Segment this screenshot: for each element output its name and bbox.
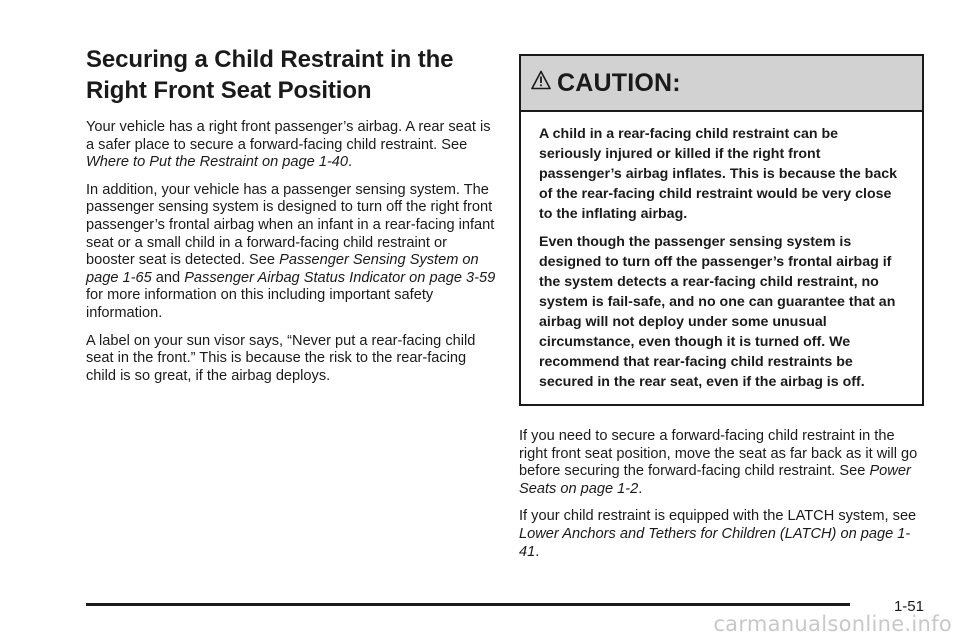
- caution-body: [521, 112, 922, 404]
- paragraph-text: If your child restraint is equipped with the LATCH system, see: [519, 508, 917, 525]
- cross-reference-link[interactable]: Power Seats on page 1-2: [519, 463, 911, 497]
- caution-paragraph: Even though the passenger sensing system is designed to turn off the passenger’s frontal airbag if the system detects a rear-facing child restraint, no system is fail-safe, and no one can guarantee that an airbag will not deploy under some unusual circumstance, even though it is turned off. We recommend that rear-facing child restraints be secured in the rear seat, even if the airbag is off.: [539, 234, 896, 390]
- paragraph-forward-facing: [519, 428, 924, 498]
- paragraph-text: In addition, your vehicle has a passenger sensing system. The passenger sensing system is designed to turn off the right front passenger’s frontal airbag when an infant in a rear-facing infant seat or a small child in a forward-facing child restraint or booster seat is detected. See: [86, 181, 495, 269]
- paragraph-airbag-intro: [86, 119, 496, 172]
- cross-reference-link[interactable]: Passenger Airbag Status Indicator on page 3-59: [184, 269, 496, 286]
- section-title-line1: Securing a Child Restraint in the: [86, 46, 454, 73]
- page-number: 1-51: [893, 598, 924, 615]
- caution-box: [519, 54, 924, 406]
- warning-triangle-icon: [531, 70, 551, 90]
- cross-reference-link[interactable]: Lower Anchors and Tethers for Children (LATCH) on page 1-41: [519, 525, 911, 560]
- paragraph-latch: [519, 508, 924, 561]
- section-title-line2: Right Front Seat Position: [86, 77, 372, 104]
- paragraph-text: A label on your sun visor says, “Never put a rear-facing child seat in the front.” This is because the risk to the rear-facing child is so great, if the airbag deploys.: [86, 332, 476, 384]
- footer-rule: [86, 603, 850, 606]
- cross-reference-link[interactable]: Passenger Sensing System on page 1-65: [86, 252, 479, 286]
- caution-paragraph: A child in a rear-facing child restraint can be seriously injured or killed if the right front passenger’s airbag inflates. This is because the back of the rear-facing child restraint would be very close to the inflating airbag.: [539, 126, 897, 222]
- paragraph-text: for more information on this including important safety information.: [86, 287, 434, 321]
- cross-reference-link[interactable]: Where to Put the Restraint on page 1-40: [86, 154, 349, 171]
- paragraph-text: and: [151, 269, 185, 286]
- paragraph-text: If you need to secure a forward-facing child restraint in the right front seat position, move the seat as far back as it will go before securing the forward-facing child restraint. See: [519, 428, 918, 480]
- paragraph-text: .: [348, 154, 353, 171]
- watermark: carmanualsonline.info: [713, 612, 952, 636]
- paragraph-text: .: [638, 480, 643, 497]
- caution-header: [521, 56, 922, 112]
- paragraph-text: .: [535, 543, 540, 560]
- paragraph-sun-visor: [86, 333, 496, 386]
- left-column: [86, 44, 496, 395]
- right-column: [519, 54, 924, 571]
- section-title: [86, 44, 496, 106]
- paragraph-text: Your vehicle has a right front passenger’s airbag. A rear seat is a safer place to secure a forward-facing child restraint. See: [86, 119, 491, 153]
- paragraph-sensing-system: [86, 182, 496, 323]
- caution-title: CAUTION:: [557, 68, 681, 97]
